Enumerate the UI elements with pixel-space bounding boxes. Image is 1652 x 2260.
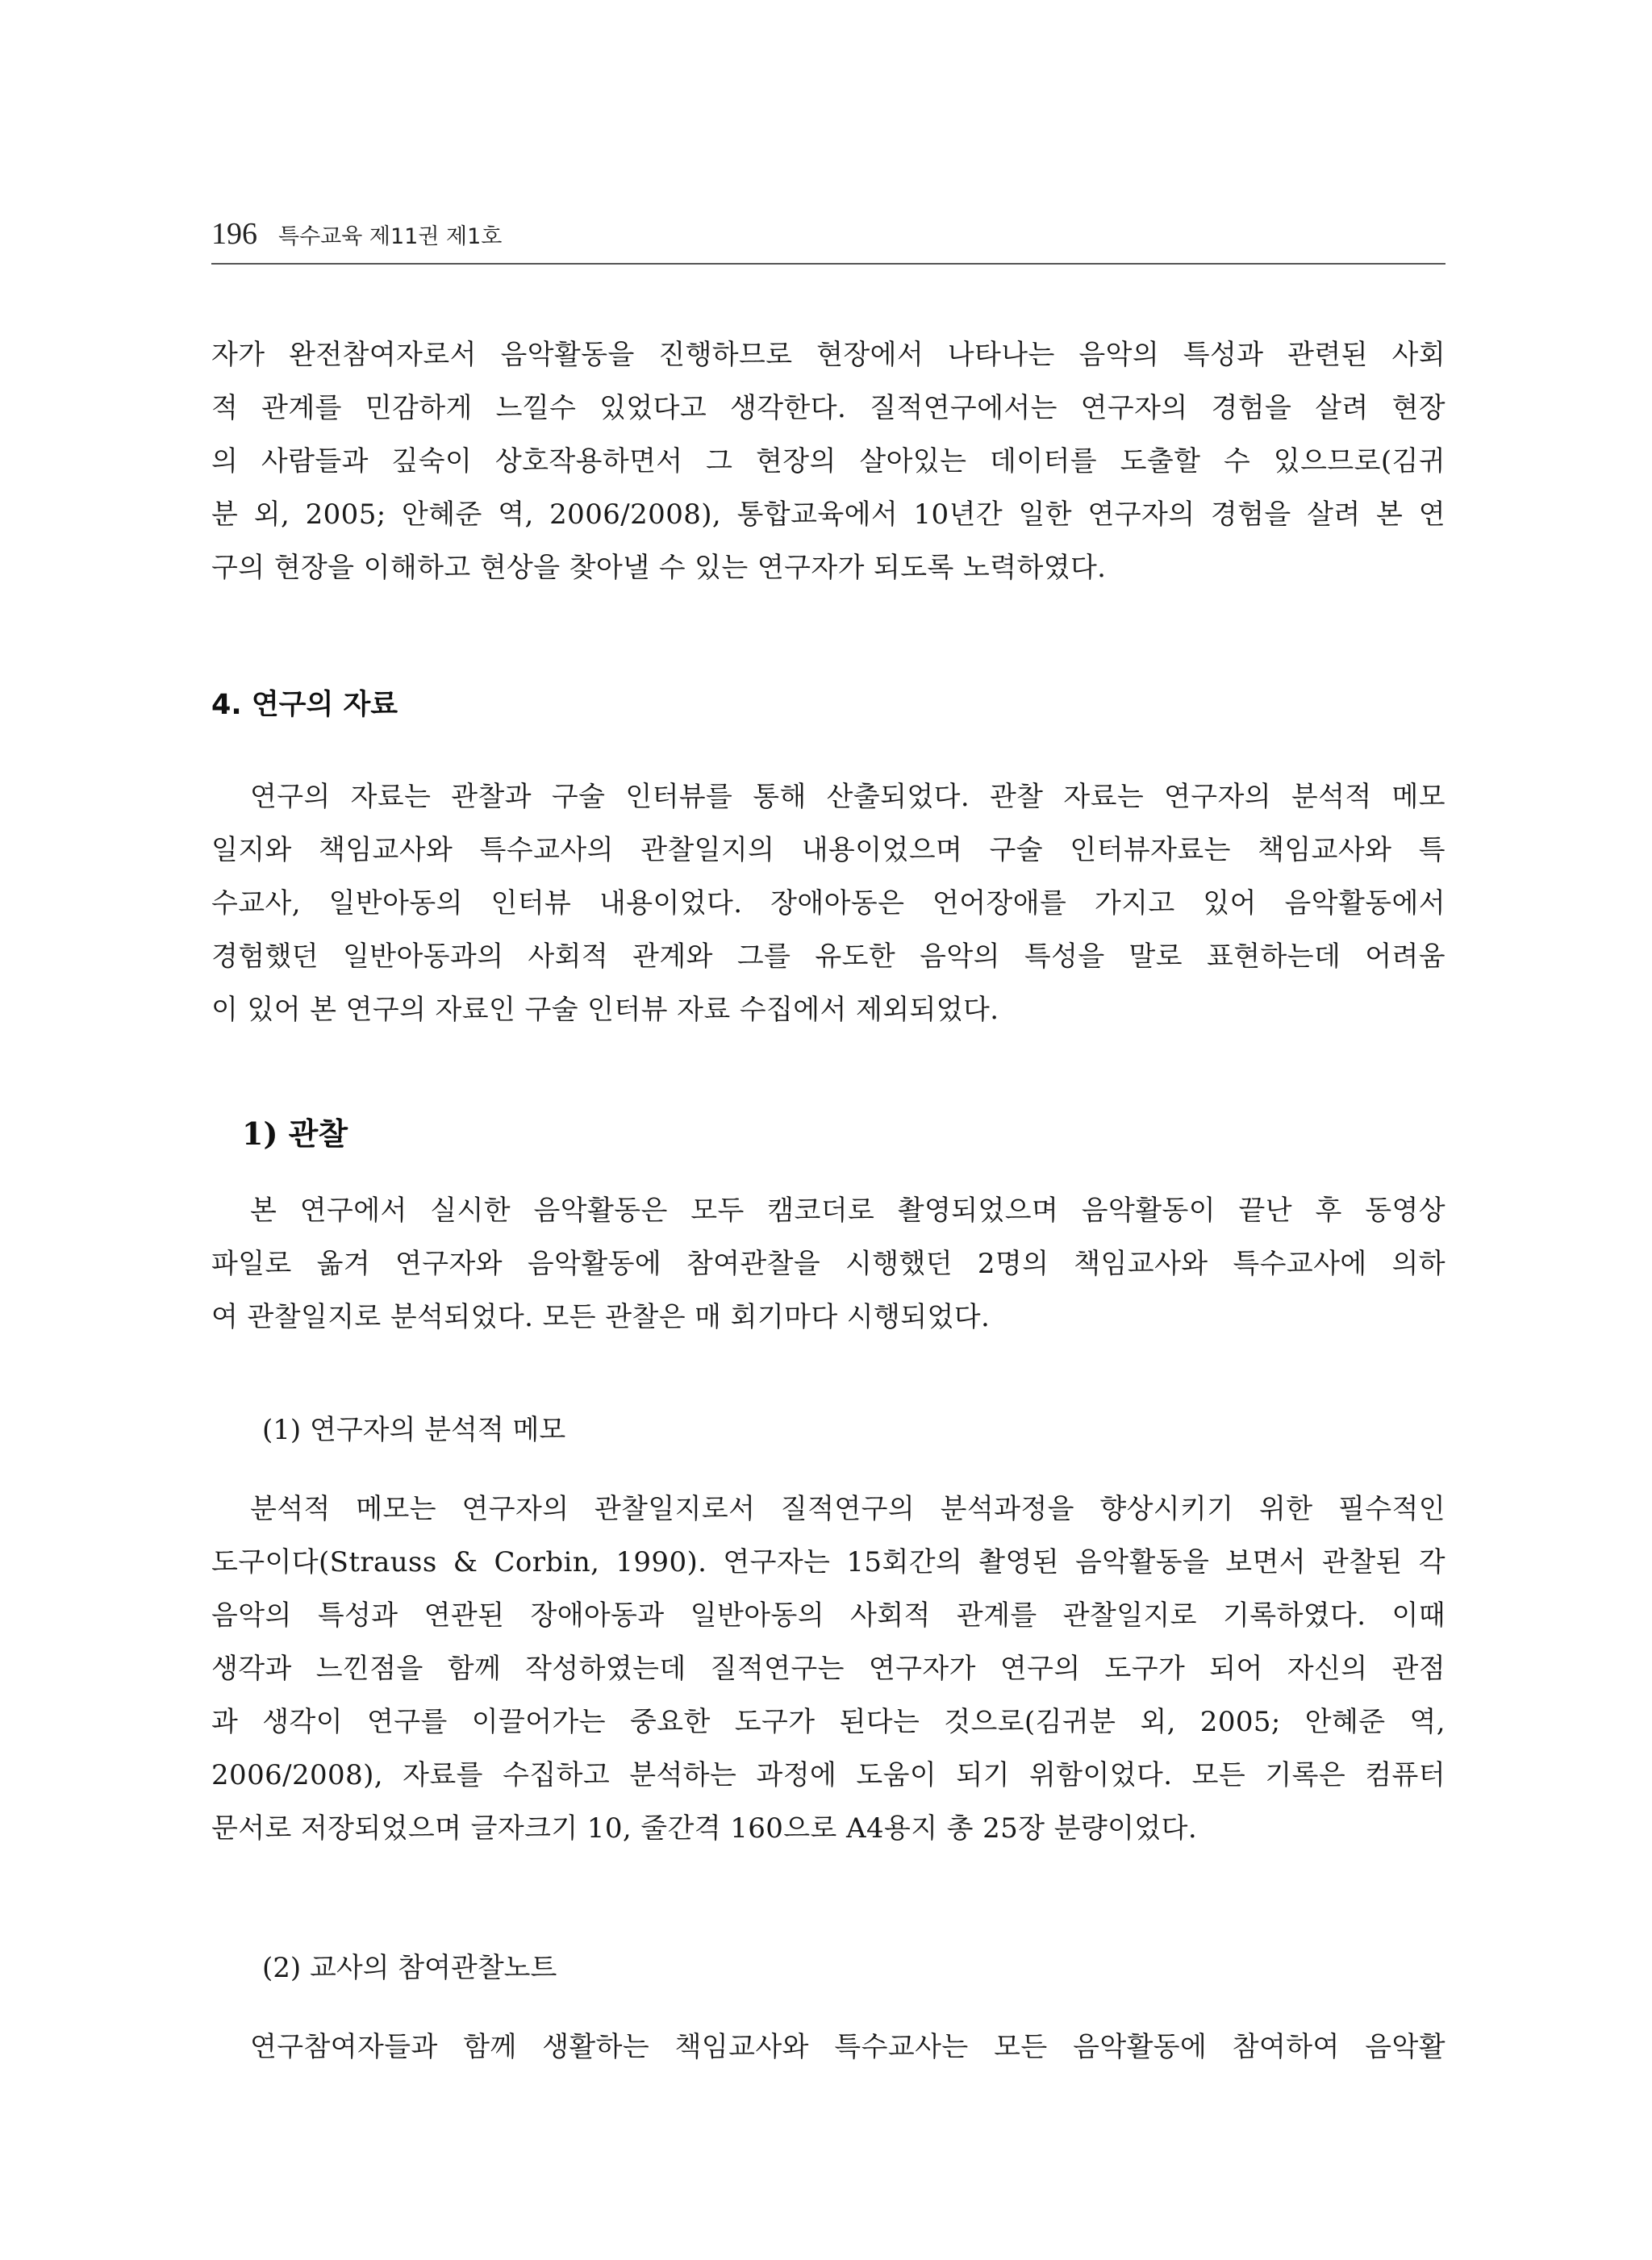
text-line: 적 관계를 민감하게 느낄수 있었다고 생각한다. 질적연구에서는 연구자의 경험을 살려 현장 xyxy=(211,392,1446,424)
text-line: 2006/2008), 자료를 수집하고 분석하는 과정에 도움이 되기 위함이었다. 모든 기록은 컴퓨터 xyxy=(211,1759,1446,1791)
text-line: 본 연구에서 실시한 음악활동은 모두 캠코더로 촬영되었으며 음악활동이 끝난 후 동영상 xyxy=(250,1195,1446,1227)
subsection-heading: 1) 관찰 xyxy=(242,1115,348,1152)
paragraph-analytic-memo xyxy=(211,1482,1446,1855)
text-line: 여 관찰일지로 분석되었다. 모든 관찰은 매 회기마다 시행되었다. xyxy=(211,1301,991,1333)
text-line: 분석적 메모는 연구자의 관찰일지로서 질적연구의 분석과정을 향상시키기 위한 필수적인 xyxy=(250,1493,1446,1525)
text-line: 음악의 특성과 연관된 장애아동과 일반아동의 사회적 관계를 관찰일지로 기록하였다. 이때 xyxy=(211,1599,1446,1632)
page-number: 196 xyxy=(211,217,257,251)
journal-title: 특수교육 제11권 제1호 xyxy=(278,224,503,249)
paragraph-section4 xyxy=(211,770,1446,1036)
text-line: 수교사, 일반아동의 인터뷰 내용이었다. 장애아동은 언어장애를 가지고 있어 음악활동에서 xyxy=(211,887,1446,919)
text-line: 생각과 느낀점을 함께 작성하였는데 질적연구는 연구자가 연구의 도구가 되어 자신의 관점 xyxy=(211,1653,1446,1685)
paragraph-intro xyxy=(211,328,1446,594)
text-line: 자가 완전참여자로서 음악활동을 진행하므로 현장에서 나타나는 음악의 특성과 관련된 사회 xyxy=(211,339,1446,371)
text-line: 경험했던 일반아동과의 사회적 관계와 그를 유도한 음악의 특성을 말로 표현하는데 어려움 xyxy=(211,940,1446,973)
text-line: 이 있어 본 연구의 자료인 구술 인터뷰 자료 수집에서 제외되었다. xyxy=(211,994,999,1026)
text-line: 분 외, 2005; 안혜준 역, 2006/2008), 통합교육에서 10년간 일한 연구자의 경험을 살려 본 연 xyxy=(211,498,1446,531)
text-line: 도구이다(Strauss & Corbin, 1990). 연구자는 15회간의 촬영된 음악활동을 보면서 관찰된 각 xyxy=(211,1546,1446,1578)
header-rule xyxy=(211,263,1446,265)
section-heading: 4. 연구의 자료 xyxy=(211,689,398,721)
text-line: 연구참여자들과 함께 생활하는 책임교사와 특수교사는 모든 음악활동에 참여하여 음악활 xyxy=(250,2031,1446,2063)
paragraph-teacher-notes xyxy=(211,2020,1446,2074)
minor-heading: (2) 교사의 참여관찰노트 xyxy=(262,1952,557,1984)
text-line: 문서로 저장되었으며 글자크기 10, 줄간격 160으로 A4용지 총 25장 분량이었다. xyxy=(211,1812,1198,1845)
paragraph-observation xyxy=(211,1184,1446,1344)
text-line: 과 생각이 연구를 이끌어가는 중요한 도구가 된다는 것으로(김귀분 외, 2005; 안혜준 역, xyxy=(211,1706,1446,1738)
text-line: 의 사람들과 깊숙이 상호작용하면서 그 현장의 살아있는 데이터를 도출할 수 있으므로(김귀 xyxy=(211,445,1446,477)
minor-heading: (1) 연구자의 분석적 메모 xyxy=(262,1414,566,1446)
text-line: 연구의 자료는 관찰과 구술 인터뷰를 통해 산출되었다. 관찰 자료는 연구자의 분석적 메모 xyxy=(250,781,1446,813)
text-line: 구의 현장을 이해하고 현상을 찾아낼 수 있는 연구자가 되도록 노력하였다. xyxy=(211,552,1107,584)
text-line: 파일로 옮겨 연구자와 음악활동에 참여관찰을 시행했던 2명의 책임교사와 특수교사에 의하 xyxy=(211,1248,1446,1280)
text-line: 일지와 책임교사와 특수교사의 관찰일지의 내용이었으며 구술 인터뷰자료는 책임교사와 특 xyxy=(211,834,1446,866)
running-header xyxy=(211,216,1446,252)
